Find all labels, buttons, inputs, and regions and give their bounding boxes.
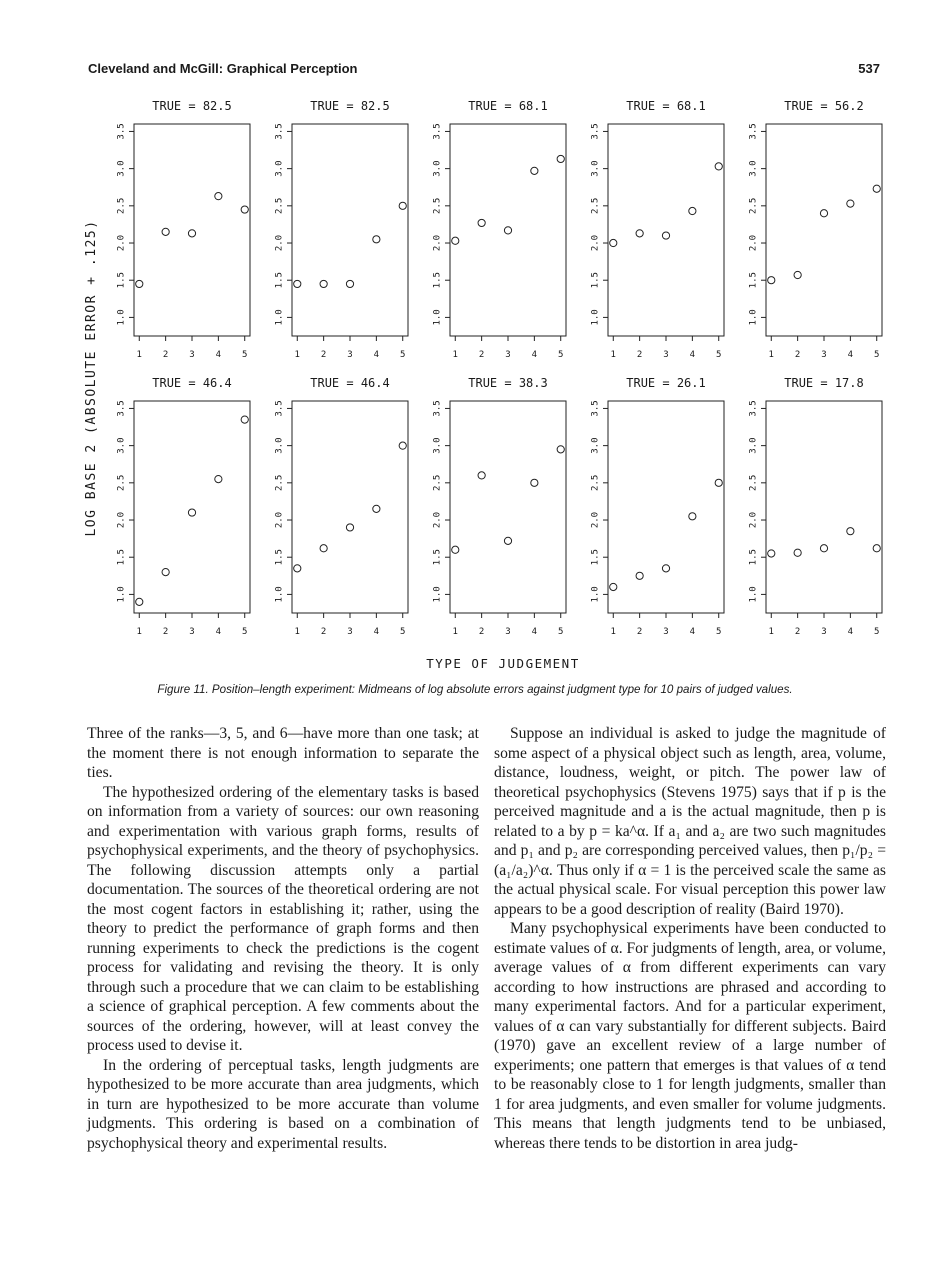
body-paragraph: In the ordering of perceptual tasks, length judgments are hypothesized to be more accurate than area judgments, which in turn are hypothesized to be more accurate than volume judgments. This ordering is based on a combination of psychophysical theory and experimental results. (87, 1056, 479, 1152)
x-tick-label: 3 (189, 350, 195, 360)
x-tick-label: 1 (768, 627, 774, 637)
y-tick-label: 1.5 (116, 549, 127, 566)
x-tick-label: 5 (716, 627, 722, 637)
y-tick-label: 3.0 (432, 437, 443, 454)
x-tick-label: 3 (347, 350, 353, 360)
data-point (320, 545, 327, 552)
x-tick-label: 5 (558, 627, 564, 637)
data-point (188, 509, 195, 516)
x-tick-label: 5 (242, 627, 248, 637)
y-tick-label: 1.5 (590, 272, 601, 289)
x-tick-label: 1 (610, 350, 616, 360)
page-number: 537 (858, 61, 880, 76)
y-tick-label: 3.5 (432, 400, 443, 417)
data-point (662, 232, 669, 239)
x-tick-label: 2 (478, 350, 485, 360)
panel-title: TRUE = 82.5 (310, 99, 390, 113)
data-point (820, 545, 827, 552)
scatter-panel-2 (275, 99, 409, 360)
data-point (504, 537, 511, 544)
y-tick-label: 2.0 (748, 234, 759, 252)
y-tick-label: 1.0 (590, 309, 601, 326)
data-point (320, 280, 327, 287)
y-tick-label: 1.0 (274, 309, 285, 326)
data-point (162, 228, 169, 235)
panel-frame (766, 124, 882, 336)
scatter-panel-6 (117, 376, 251, 637)
data-point (531, 167, 538, 174)
running-header-title: Cleveland and McGill: Graphical Perception (88, 61, 358, 76)
x-tick-label: 1 (136, 627, 142, 637)
scatter-panel-9 (591, 376, 725, 637)
figure-y-axis-label: LOG BASE 2 (ABSOLUTE ERROR + .125) (84, 219, 99, 537)
data-point (662, 565, 669, 572)
data-point (346, 524, 353, 531)
data-point (399, 442, 406, 449)
y-tick-label: 3.5 (590, 400, 601, 417)
y-tick-label: 2.0 (590, 511, 601, 529)
y-tick-label: 3.0 (116, 160, 127, 177)
figure-11-scatter-panels (75, 90, 895, 670)
figure-caption: Figure 11. Position–length experiment: Midmeans of log absolute errors against judgment type for 10 pairs of judged values. (157, 683, 793, 696)
x-tick-label: 2 (636, 627, 643, 637)
y-tick-label: 2.0 (432, 511, 443, 529)
x-tick-label: 3 (505, 627, 511, 637)
y-tick-label: 1.0 (748, 309, 759, 326)
y-tick-label: 3.0 (590, 160, 601, 177)
data-point (136, 280, 143, 287)
data-point (452, 546, 459, 553)
scatter-panel-1 (117, 99, 251, 360)
data-point (873, 185, 880, 192)
x-tick-label: 3 (663, 627, 669, 637)
panel-frame (608, 124, 724, 336)
x-tick-label: 2 (320, 627, 327, 637)
y-tick-label: 1.0 (116, 586, 127, 603)
data-point (162, 568, 169, 575)
data-point (794, 549, 801, 556)
panel-title: TRUE = 56.2 (784, 99, 864, 113)
panel-title: TRUE = 68.1 (468, 99, 548, 113)
x-tick-label: 4 (689, 627, 696, 637)
x-tick-label: 3 (821, 350, 827, 360)
body-column-left (87, 724, 479, 1153)
data-point (346, 280, 353, 287)
x-tick-label: 4 (373, 627, 380, 637)
data-point (478, 219, 485, 226)
x-tick-label: 1 (136, 350, 142, 360)
x-tick-label: 2 (794, 627, 801, 637)
x-tick-label: 4 (531, 350, 538, 360)
x-tick-label: 1 (610, 627, 616, 637)
data-point (636, 572, 643, 579)
panel-title: TRUE = 82.5 (152, 99, 232, 113)
y-tick-label: 2.5 (590, 474, 601, 491)
x-tick-label: 2 (320, 350, 327, 360)
data-point (504, 227, 511, 234)
data-point (136, 598, 143, 605)
y-tick-label: 2.0 (274, 511, 285, 529)
x-tick-label: 3 (663, 350, 669, 360)
y-tick-label: 3.5 (274, 123, 285, 140)
panel-title: TRUE = 26.1 (626, 376, 706, 390)
data-point (557, 446, 564, 453)
data-point (531, 479, 538, 486)
body-paragraph: Three of the ranks—3, 5, and 6—have more than one task; at the moment there is not enough information to separate the ties. (87, 725, 479, 781)
y-tick-label: 3.0 (432, 160, 443, 177)
x-tick-label: 2 (162, 627, 169, 637)
data-point (373, 505, 380, 512)
data-point (215, 193, 222, 200)
x-tick-label: 3 (821, 627, 827, 637)
y-tick-label: 3.5 (116, 400, 127, 417)
y-tick-label: 1.5 (748, 549, 759, 566)
x-tick-label: 4 (215, 627, 222, 637)
x-tick-label: 5 (716, 350, 722, 360)
data-point (610, 583, 617, 590)
data-point (241, 416, 248, 423)
x-tick-label: 5 (558, 350, 564, 360)
y-tick-label: 3.0 (748, 437, 759, 454)
y-tick-label: 3.5 (748, 400, 759, 417)
data-point (768, 277, 775, 284)
panel-title: TRUE = 46.4 (152, 376, 232, 390)
data-point (768, 550, 775, 557)
data-point (715, 479, 722, 486)
x-tick-label: 4 (531, 627, 538, 637)
y-tick-label: 3.0 (116, 437, 127, 454)
body-column-right (494, 724, 886, 1153)
x-tick-label: 1 (452, 627, 458, 637)
y-tick-label: 3.0 (274, 437, 285, 454)
x-tick-label: 4 (847, 350, 854, 360)
data-point (847, 528, 854, 535)
data-point (689, 513, 696, 520)
x-tick-label: 4 (689, 350, 696, 360)
data-point (610, 239, 617, 246)
y-tick-label: 3.5 (274, 400, 285, 417)
panel-frame (766, 401, 882, 613)
x-tick-label: 3 (347, 627, 353, 637)
y-tick-label: 2.0 (274, 234, 285, 252)
data-point (241, 206, 248, 213)
scatter-panel-7 (275, 376, 409, 637)
x-tick-label: 5 (874, 350, 880, 360)
x-tick-label: 2 (478, 627, 485, 637)
y-tick-label: 3.0 (274, 160, 285, 177)
x-tick-label: 2 (636, 350, 643, 360)
scatter-panel-5 (749, 99, 883, 360)
y-tick-label: 3.5 (590, 123, 601, 140)
data-point (715, 163, 722, 170)
x-tick-label: 4 (215, 350, 222, 360)
y-tick-label: 2.5 (748, 197, 759, 214)
x-tick-label: 4 (373, 350, 380, 360)
y-tick-label: 1.5 (590, 549, 601, 566)
body-paragraph: Many psychophysical experiments have been conducted to estimate values of α. For judgments of length, area, or volume, average values of α from different experiments can vary according to how instructions are phrased and according to many experimental factors. And for a particular experiment, values of α can vary substantially for different subjects. Baird (1970) gave an excellent review of a large number of experiments; one pattern that emerges is that values of α tend to be reasonably close to 1 for length judgments, smaller than 1 for area judgments, and even smaller for volume judgments. This means that length judgments tend to be unbiased, whereas there tends to be distortion in area judg- (494, 920, 886, 1152)
y-tick-label: 1.5 (432, 549, 443, 566)
data-point (294, 565, 301, 572)
panel-title: TRUE = 68.1 (626, 99, 706, 113)
x-tick-label: 5 (400, 350, 406, 360)
panel-title: TRUE = 17.8 (784, 376, 864, 390)
data-point (636, 230, 643, 237)
scatter-panel-8 (433, 376, 567, 637)
panel-title: TRUE = 46.4 (310, 376, 390, 390)
y-tick-label: 1.0 (432, 586, 443, 603)
y-tick-label: 2.0 (432, 234, 443, 252)
panel-frame (450, 401, 566, 613)
data-point (689, 207, 696, 214)
y-tick-label: 3.5 (748, 123, 759, 140)
y-tick-label: 2.5 (748, 474, 759, 491)
scatter-panel-10 (749, 376, 883, 637)
panel-frame (292, 124, 408, 336)
x-tick-label: 1 (294, 627, 300, 637)
scatter-panel-3 (433, 99, 567, 360)
x-tick-label: 2 (794, 350, 801, 360)
panel-frame (292, 401, 408, 613)
y-tick-label: 2.5 (590, 197, 601, 214)
x-tick-label: 3 (505, 350, 511, 360)
y-tick-label: 2.5 (116, 474, 127, 491)
x-tick-label: 2 (162, 350, 169, 360)
panel-frame (450, 124, 566, 336)
y-tick-label: 1.0 (116, 309, 127, 326)
y-tick-label: 3.5 (116, 123, 127, 140)
y-tick-label: 2.5 (432, 197, 443, 214)
data-point (399, 202, 406, 209)
y-tick-label: 2.5 (274, 197, 285, 214)
y-tick-label: 2.0 (116, 234, 127, 252)
y-tick-label: 2.0 (590, 234, 601, 252)
panel-frame (608, 401, 724, 613)
body-paragraph: The hypothesized ordering of the elementary tasks is based on information from a variety of sources: our own reasoning and experimentation with various graph forms, results of psychophysical experiments, and the theory of psychophysics. The following discussion attempts only a partial documentation. The sources of the theoretical ordering are not the most cogent factors in establishing it; rather, using the theory to predict the performance of graph forms and then running experiments to check the predictions is the cogent process for validating and revising the theory. It is only through such a procedure that we can claim to be establishing a science of graphical perception. A few comments about the sources of the ordering, however, will at least convey the process used to devise it. (87, 783, 479, 1054)
data-point (557, 155, 564, 162)
y-tick-label: 2.0 (748, 511, 759, 529)
y-tick-label: 1.0 (590, 586, 601, 603)
x-tick-label: 5 (874, 627, 880, 637)
y-tick-label: 2.5 (116, 197, 127, 214)
y-tick-label: 2.0 (116, 511, 127, 529)
y-tick-label: 1.5 (274, 272, 285, 289)
y-tick-label: 1.5 (274, 549, 285, 566)
body-paragraph: Suppose an individual is asked to judge the magnitude of some aspect of a physical object such as length, area, volume, distance, loudness, weight, or pitch. The power law of theoretical psychophysics (Stevens 1975) says that if p is the perceived magnitude and a is the actual magnitude, then p is related to a by p = ka^α. If a₁ and a₂ are two such magnitudes and p₁ and p₂ are corresponding perceived values, then p₁/p₂ = (a₁/a₂)^α. Thus only if α = 1 is the perceived scale the same as the actual physical scale. For visual perception this power law appears to be a good description of reality (Baird 1970). (494, 725, 886, 918)
data-point (373, 236, 380, 243)
y-tick-label: 3.0 (590, 437, 601, 454)
figure-x-axis-label: TYPE OF JUDGEMENT (426, 656, 580, 670)
y-tick-label: 1.0 (274, 586, 285, 603)
data-point (478, 472, 485, 479)
y-tick-label: 3.5 (432, 123, 443, 140)
data-point (847, 200, 854, 207)
panel-frame (134, 401, 250, 613)
scatter-panel-4 (591, 99, 725, 360)
y-tick-label: 1.5 (748, 272, 759, 289)
x-tick-label: 1 (768, 350, 774, 360)
y-tick-label: 1.0 (748, 586, 759, 603)
data-point (794, 271, 801, 278)
data-point (820, 210, 827, 217)
y-tick-label: 1.5 (116, 272, 127, 289)
data-point (452, 237, 459, 244)
x-tick-label: 1 (294, 350, 300, 360)
x-tick-label: 4 (847, 627, 854, 637)
x-tick-label: 1 (452, 350, 458, 360)
panel-title: TRUE = 38.3 (468, 376, 548, 390)
y-tick-label: 2.5 (432, 474, 443, 491)
data-point (873, 545, 880, 552)
y-tick-label: 1.0 (432, 309, 443, 326)
y-tick-label: 1.5 (432, 272, 443, 289)
data-point (188, 230, 195, 237)
data-point (294, 280, 301, 287)
y-tick-label: 3.0 (748, 160, 759, 177)
y-tick-label: 2.5 (274, 474, 285, 491)
data-point (215, 476, 222, 483)
x-tick-label: 5 (242, 350, 248, 360)
x-tick-label: 3 (189, 627, 195, 637)
x-tick-label: 5 (400, 627, 406, 637)
